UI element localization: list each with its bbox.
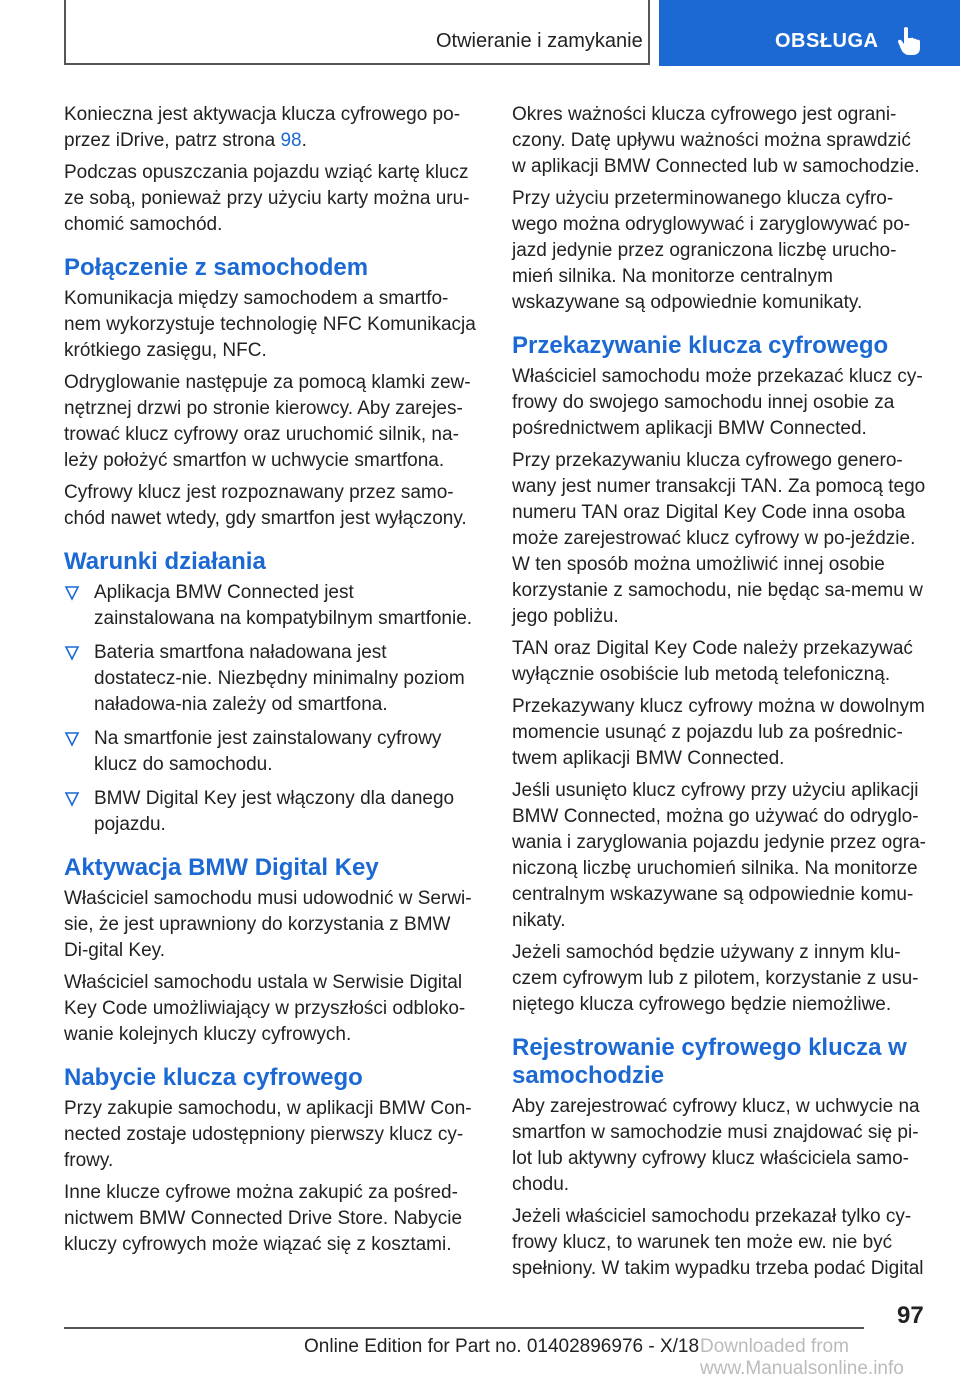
- section-tab: [659, 0, 960, 66]
- header-left-border: [64, 0, 66, 64]
- paragraph: Aby zarejestrować cyfrowy klucz, w uchwycie na smartfon w samochodzie musi znajdować się pi-lot lub aktywny cyfrowy klucz właściciela samo-chodu.: [512, 1096, 920, 1195]
- paragraph: TAN oraz Digital Key Code należy przekazywać wyłącznie osobiście lub metodą telefoniczną.: [512, 638, 913, 685]
- paragraph: Właściciel samochodu musi udowodnić w Serwi-sie, że jest uprawniony do korzystania z BMW Di-gital Key.: [64, 888, 472, 961]
- paragraph: Właściciel samochodu ustala w Serwisie Digital Key Code umożliwiający w przyszłości odbloko-wanie kolejnych kluczy cyfrowych.: [64, 972, 466, 1045]
- list-item: [64, 726, 478, 778]
- section-label: OBSŁUGA: [775, 30, 879, 52]
- list-item: [64, 640, 478, 718]
- paragraph: Cyfrowy klucz jest rozpoznawany przez samo-chód nawet wtedy, gdy smartfon jest wyłączony.: [64, 482, 467, 529]
- paragraph: Właściciel samochodu może przekazać klucz cy-frowy do swojego samochodu innej osobie za pośrednictwem aplikacji BMW Connected.: [512, 366, 923, 439]
- heading-connection: Połączenie z samochodem: [64, 254, 369, 281]
- paragraph: [64, 102, 478, 154]
- conditions-list: [64, 580, 478, 838]
- header-rule: [64, 63, 650, 65]
- paragraph: Odryglowanie następuje za pomocą klamki zew-nętrznej drzwi po stronie kierowcy. Aby zarejes-trować klucz cyfrowy oraz uruchomić silnik, na-leży położyć smartfon w uchwycie smartfona.: [64, 372, 471, 471]
- list-item: [64, 786, 478, 838]
- paragraph: Przy użyciu przeterminowanego klucza cyfro-wego można odryglowywać i zaryglowywać po-jazd jedynie przez ograniczona liczbę urucho-mień silnika. Na monitorze centralnym wskazywane są odpowiednie komunikaty.: [512, 188, 911, 313]
- text: Konieczna jest aktywacja klucza cyfrowego po-przez iDrive, patrz strona: [64, 104, 461, 151]
- list-item-text: BMW Digital Key jest włączony dla danego pojazdu.: [94, 788, 455, 835]
- heading-register: Rejestrowanie cyfrowego klucza w samochodzie: [512, 1034, 907, 1089]
- heading-purchase: Nabycie klucza cyfrowego: [64, 1064, 363, 1091]
- hand-pointer-icon: [896, 26, 924, 56]
- text: .: [301, 130, 307, 151]
- header-divider: [648, 0, 650, 64]
- triangle-bullet-icon: [64, 730, 80, 748]
- edition-text: Online Edition for Part no. 01402896976 - X/18: [304, 1336, 700, 1357]
- paragraph: Jeśli usunięto klucz cyfrowy przy użyciu aplikacji BMW Connected, można go używać do odryglo-wania i zaryglowania pojazdu jedynie przez ogra-niczoną liczbę uruchomień silnika. Na monitorze centralnym wskazywane są odpowiednie komu-nikaty.: [512, 780, 927, 931]
- list-item: [64, 580, 478, 632]
- paragraph: Przy zakupie samochodu, w aplikacji BMW Con-nected zostaje udostępniony pierwszy klucz cy-frowy.: [64, 1098, 472, 1171]
- heading-activation: Aktywacja BMW Digital Key: [64, 854, 379, 881]
- heading-transfer: Przekazywanie klucza cyfrowego: [512, 332, 889, 359]
- paragraph: Okres ważności klucza cyfrowego jest ograni-czony. Datę upływu ważności można sprawdzić w aplikacji BMW Connected lub w samochodzie.: [512, 104, 920, 177]
- list-item-text: Na smartfonie jest zainstalowany cyfrowy klucz do samochodu.: [94, 728, 442, 775]
- triangle-bullet-icon: [64, 584, 80, 602]
- left-column: [64, 102, 478, 1264]
- paragraph: Przekazywany klucz cyfrowy można w dowolnym momencie usunąć z pojazdu lub za pośrednic-twem aplikacji BMW Connected.: [512, 696, 925, 769]
- paragraph: Komunikacja między samochodem a smartfo-nem wykorzystuje technologię NFC Komunikacja krótkiego zasięgu, NFC.: [64, 288, 476, 361]
- paragraph: Podczas opuszczania pojazdu wziąć kartę klucz ze sobą, ponieważ przy użyciu karty można uru-chomić samochód.: [64, 162, 470, 235]
- paragraph: Jeżeli samochód będzie używany z innym klu-czem cyfrowym lub z pilotem, korzystanie z usu-niętego klucza cyfrowego będzie niemożliwe.: [512, 942, 919, 1015]
- paragraph: Inne klucze cyfrowe można zakupić za pośred-nictwem BMW Connected Drive Store. Nabycie kluczy cyfrowych może wiązać się z kosztami.: [64, 1182, 463, 1255]
- paragraph: Jeżeli właściciel samochodu przekazał tylko cy-frowy klucz, to warunek ten może ew. nie być spełniony. W takim wypadku trzeba podać Digital: [512, 1206, 924, 1279]
- list-item-text: Bateria smartfona naładowana jest dostatecz-nie. Niezbędny minimalny poziom naładowa-nia zależy od smartfona.: [94, 642, 465, 715]
- page-link[interactable]: 98: [280, 130, 302, 151]
- right-column: [512, 102, 926, 1288]
- paragraph: Przy przekazywaniu klucza cyfrowego genero-wany jest numer transakcji TAN. Za pomocą tego numeru TAN oraz Digital Key Code inna osoba może zarejestrować klucz cyfrowy w po-jeździe. W ten sposób można umożliwić innej osobie korzystanie z samochodu, nie będąc sa-memu w jego pobliżu.: [512, 450, 926, 627]
- page-number: 97: [897, 1302, 924, 1329]
- list-item-text: Aplikacja BMW Connected jest zainstalowana na kompatybilnym smartfonie.: [94, 582, 473, 629]
- triangle-bullet-icon: [64, 790, 80, 808]
- triangle-bullet-icon: [64, 644, 80, 662]
- footer-rule: [64, 1327, 864, 1329]
- chapter-title: Otwieranie i zamykanie: [436, 30, 643, 52]
- heading-conditions: Warunki działania: [64, 548, 266, 575]
- watermark: Downloaded from www.Manualsonline.info: [700, 1336, 904, 1379]
